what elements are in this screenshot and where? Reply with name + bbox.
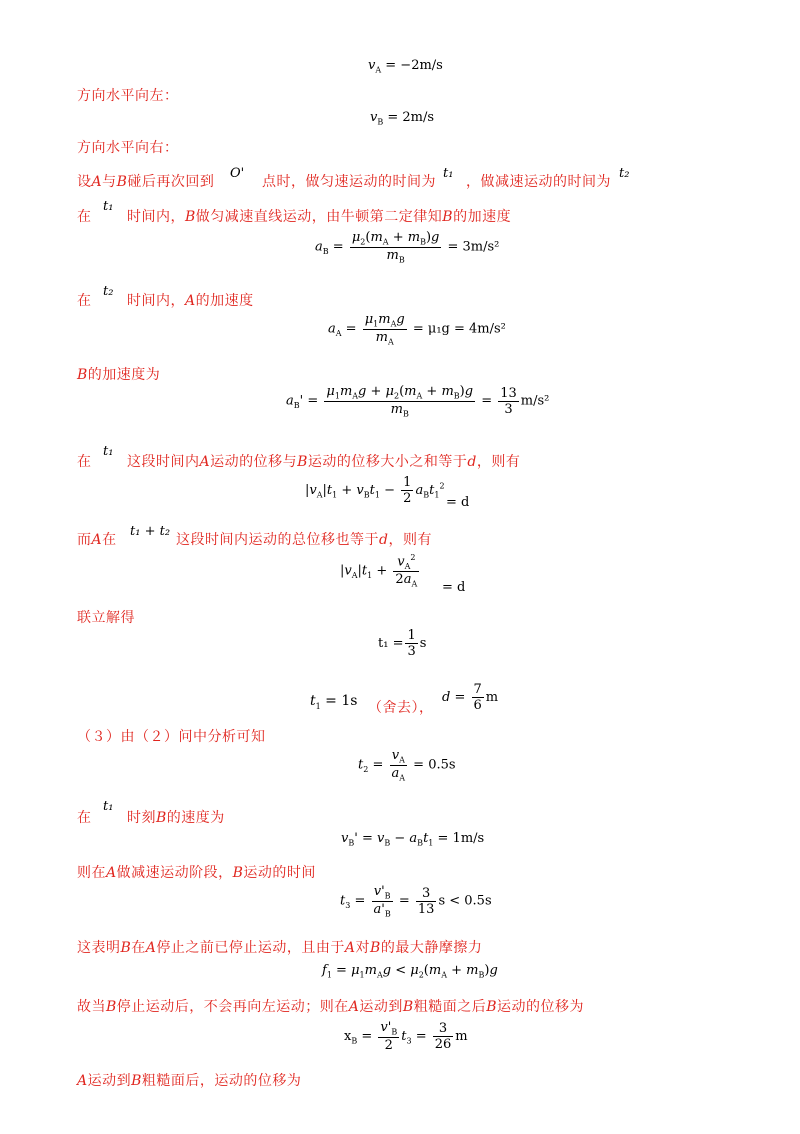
var-t2: t₂ [619,166,630,181]
text-line: 方向水平向左： [77,88,179,104]
formula-vb: $v_B = 2m/s$ [370,110,435,127]
text-line: 在 [77,293,92,309]
var-o-prime: O' [230,166,245,181]
text-line: A运动到B粗糙面后，运动的位移为 [77,1073,302,1089]
text-line: 在 [77,209,92,225]
formula-eq2-rhs: = d [442,580,466,595]
text-line: ，做减速运动的时间为 [466,174,611,190]
text-line: 这段时间内A运动的位移与B运动的位移大小之和等于d，则有 [127,454,521,470]
var-t1: t₁ [103,444,114,459]
var-t1: t₁ [103,799,114,814]
text-line: 联立解得 [77,610,135,626]
text-line: 时间内，A的加速度 [127,293,254,309]
formula-va: $v_A = -2m/s$ [368,58,443,75]
formula-t2: $t_2$ = $\frac{v_A}{a_A}$ = 0.5s [358,748,456,783]
formula-aa: $a_A$ = $\frac{\mu_1m_Ag}{m_A}$ = μ₁g = 4m/s² [328,312,506,347]
text-line: 时刻B的速度为 [127,810,225,826]
formula-t1-rejected: $t_1 = 1s$ [310,693,358,711]
text-rejected: （舍去）， [368,700,434,716]
text-line: 设A与B碰后再次回到 [77,174,215,190]
formula-eq2: $|v_A|t_1$ + $\frac{v_A^2}{2a_A}$ [340,553,418,589]
formula-eq1-rhs: = d [446,495,470,510]
formula-eq1: $|v_A|t_1 + v_Bt_1$ − $\frac{1}{2}$ $a_Bt_1^2$ [305,475,445,506]
formula-d: d = $\frac{7}{6}$ m [442,682,499,713]
text-line: B的加速度为 [77,367,161,383]
var-t1: t₁ [443,166,454,181]
formula-ab: $a_B$ = $\frac{\mu_2(m_A + m_B)g}{m_B}$ = 3m/s² [315,230,500,265]
text-line: 在 [77,810,92,826]
formula-vb-prime: $v_B' = v_B - a_Bt_1 = 1m/s$ [341,831,485,848]
text-line: 方向水平向右： [77,140,179,156]
text-line: 则在A做减速运动阶段，B运动的时间 [77,865,316,881]
text-line: 而A在 [77,532,117,548]
var-t2: t₂ [103,284,114,299]
text-line: 点时，做匀速运动的时间为 [262,174,436,190]
var-t1-plus-t2: t₁ + t₂ [130,524,171,539]
text-line: （３）由（２）问中分析可知 [77,729,266,745]
formula-f1: $f_1 = \mu_1m_Ag < \mu_2(m_A + m_B)g$ [322,963,498,980]
formula-xb: $x_B$ = $\frac{v'_B}{2}$ $t_3$ = $\frac{3}{26}$ m [344,1020,468,1053]
text-line: 在 [77,454,92,470]
var-t1: t₁ [103,199,114,214]
text-line: 这表明B在A停止之前已停止运动，且由于A对B的最大静摩擦力 [77,940,483,956]
formula-t1: t₁ = $\frac{1}{3}$ s [378,628,427,659]
formula-ab-prime: $a_B'$ = $\frac{\mu_1m_Ag + \mu_2(m_A + m_B)g}{m_B}$ = $\frac{13}{3}$ m/s² [286,384,550,419]
text-line: 故当B停止运动后，不会再向左运动；则在A运动到B粗糙面之后B运动的位移为 [77,999,585,1015]
text-line: 这段时间内运动的总位移也等于d，则有 [176,532,432,548]
formula-t3: $t_3$ = $\frac{v'_B}{a'_B}$ = $\frac{3}{13}$ s < 0.5s [340,884,492,919]
text-line: 时间内，B做匀减速直线运动，由牛顿第二定律知B的加速度 [127,209,512,225]
